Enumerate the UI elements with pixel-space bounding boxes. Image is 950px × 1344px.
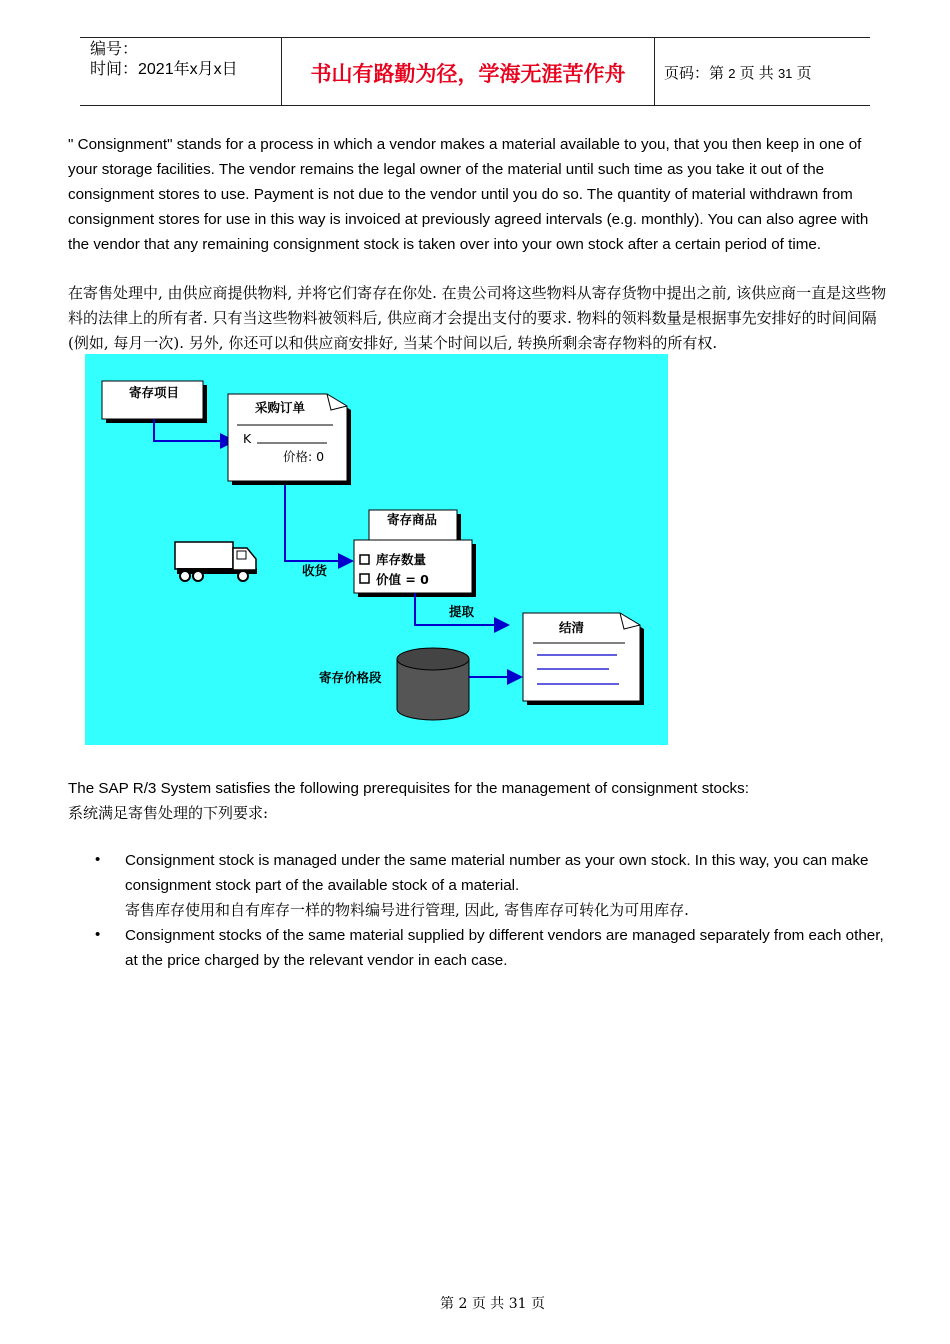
purchase-order-label: 采购订单: [255, 400, 306, 415]
database-cylinder-icon: [397, 648, 469, 720]
settlement-label: 结清: [559, 620, 585, 635]
withdrawal-label: 提取: [449, 604, 475, 619]
page-footer: [0, 1293, 950, 1313]
header-divider-2: [654, 38, 655, 105]
settlement-doc: [523, 613, 644, 705]
bullet-dot: •: [95, 926, 101, 943]
consignment-goods-box: [354, 510, 476, 597]
header-top-rule: [80, 37, 870, 38]
footer-prefix: 第: [440, 1296, 454, 1312]
footer-mid: 页 共: [471, 1296, 505, 1312]
header-page-info: [664, 62, 812, 83]
header-meta: [90, 40, 238, 80]
value-label: 价值 = 0: [376, 572, 429, 587]
goods-receipt-label: 收货: [302, 563, 328, 578]
po-price-label: 价格: 0: [283, 449, 325, 464]
purchase-order-doc: [228, 394, 351, 485]
number-label: 编号：: [90, 41, 139, 58]
header-motto: 书山有路勤为径，学海无涯苦作舟: [310, 61, 626, 86]
consignment-diagram: [85, 354, 668, 745]
footer-total: 31: [508, 1296, 527, 1312]
intro-english: " Consignment" stands for a process in which a vendor makes a material available to you, that you then keep in one of your storage facilities. The vendor remains the legal owner of the material until such time as you take it out of the consignment stores to use. Payment is not due to the vendor until you do so. The quantity of material withdrawn from consignment stores for use in this way is invoiced at previously agreed intervals (e.g. monthly). You can also agree with the vendor that any remaining consignment stock is taken over into your own stock after a certain period of time.: [68, 136, 869, 253]
consignment-item-box: [102, 381, 207, 423]
bullet-1-chinese: 寄售库存使用和自有库存一样的物料编号进行管理, 因此, 寄售库存可转化为可用库存.: [125, 901, 689, 919]
stock-qty-label: 库存数量: [376, 552, 427, 567]
footer-suffix: 页: [531, 1296, 546, 1312]
bullet-2-english: Consignment stocks of the same material supplied by different vendors are managed separately from each other, at the price charged by the relevant vendor in each case.: [125, 927, 884, 969]
header-bottom-rule: [80, 105, 870, 106]
page-total: 31: [777, 66, 793, 81]
page-label-prefix: 页码：第: [664, 65, 725, 82]
intro-chinese: 在寄售处理中, 由供应商提供物料, 并将它们寄存在你处. 在贵公司将这些物料从寄存货物中提出之前, 该供应商一直是这些物料的法律上的所有者. 只有当这些物料被领料后, 供应商才会提出支付的要求. 物料的领料数量是根据事先安排好的时间间隔(例如, 每月一次). 另外, 你还可以和供应商安排好, 当某个时间以后, 转换所剩余寄存物料的所有权.: [68, 284, 887, 352]
consignment-goods-label: 寄存商品: [387, 512, 438, 527]
footer-current: 2: [458, 1296, 468, 1312]
prereq-english: The SAP R/3 System satisfies the following prerequisites for the management of consignment stocks:: [68, 780, 749, 797]
list-item: [125, 848, 890, 923]
prereq-chinese: 系统满足寄售处理的下列要求:: [68, 804, 269, 822]
bullet-1-english: Consignment stock is managed under the same material number as your own stock. In this way, you can make consignment stock part of the available stock of a material.: [125, 852, 869, 894]
consignment-item-label: 寄存项目: [129, 385, 180, 400]
date-label: 时间：2021年x月x日: [90, 61, 238, 78]
consignment-price-segment-label: 寄存价格段: [319, 670, 382, 685]
po-k-label: K: [243, 431, 252, 446]
bullet-dot: •: [95, 851, 101, 868]
page-current: 2: [728, 66, 736, 81]
page-suffix: 页: [796, 65, 812, 82]
page-mid: 页 共: [739, 65, 774, 82]
list-item: [125, 923, 890, 973]
